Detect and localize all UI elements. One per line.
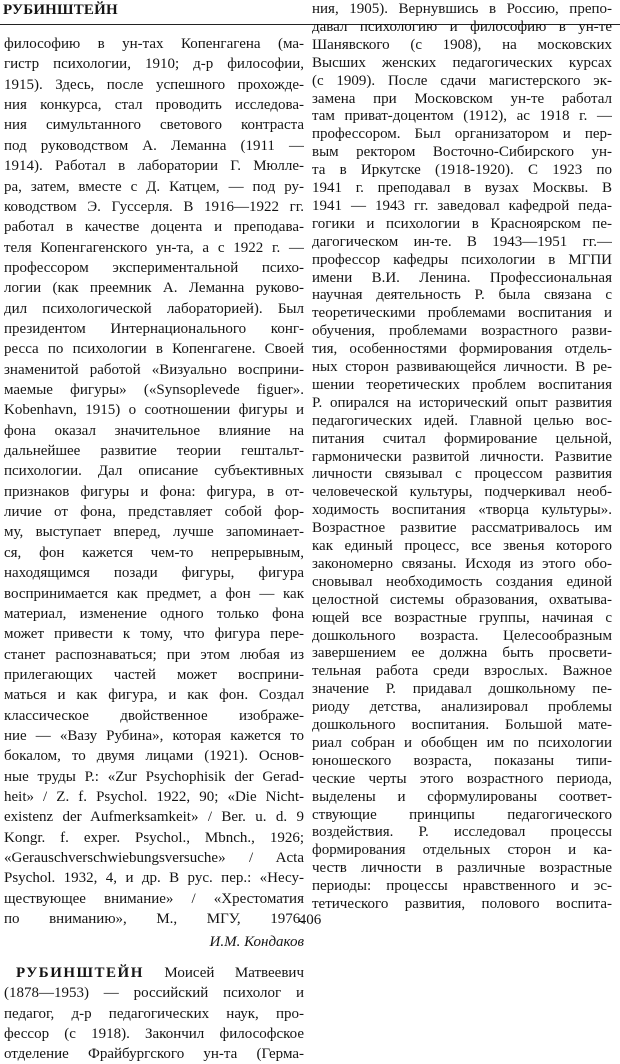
text-line: Kongr. f. exper. Psychol., Mbnch., 1926; [4,829,304,846]
text-line: психологии. Дал описание субъективных [4,463,304,480]
text-line: находящимся позади фигуры, фигура [4,565,304,582]
text-line: та в Иркутске (1918-1920). С 1923 по [312,162,612,179]
text-line: (1878—1953) — российский психолог и [4,985,304,1002]
text-line: формирования отдельных сторон и ка- [312,842,612,859]
text-line: риоду детства, анализировал проблемы [312,699,612,716]
text-line: ресса по психологии в Копенгагене. Своей [4,341,304,358]
text-line: ных сторон развивающейся личности. В ре- [312,359,612,375]
text-line: дагогическом ин-те. В 1943—1951 гг.— [312,233,612,250]
text-line: воспринимается как предмет, а фон — как [4,585,304,602]
text-line: питания считал формирование цельной, [312,430,612,447]
text-line: воздействия. Р. исследовал процессы [312,824,612,841]
text-line: тия, особенностями формирования отдель- [312,341,612,358]
text-line: дошкольного воспитания. Большой мате- [312,717,612,733]
text-line: как единый процесс, все звенья которого [312,538,612,554]
text-line: фона оказал значительное влияние на [4,422,304,439]
text-line: станет распознаваться; при этом любая из [4,646,304,663]
text-line: ющей все возрастные группы, начиная с [312,609,612,626]
text-line: ходимость воспитания «творца культуры». [312,502,612,519]
text-line: педагог, д-р педагогических наук, про- [4,1005,304,1022]
text-line: педагогических идей. Главной целью вос- [312,412,612,429]
page-number: 406 [298,912,322,928]
text-line: гистр психологии, 1910; д-р философии, [4,56,304,73]
text-line: личие от фона, представляет собой фор- [4,504,304,521]
text-line: юношеского возраста, показаны типи- [312,752,612,769]
text-line: логии (как преемник А. Леманна руково- [4,280,304,297]
text-line: знаменитой работой «Визуально восприни- [4,361,304,378]
text-line: имени В.И. Ленина. Профессиональная [312,269,612,286]
text-line: классическое двойственное изображе- [4,707,304,724]
text-line: вым ректором Восточно-Сибирского ун- [312,144,612,161]
text-line: человеческой культуры, подчеркивал необ- [312,484,612,501]
text-line: гогики и психологии в Красноярском пе- [312,215,612,232]
text-line: 1914). Работал в лаборатории Г. Мюлле- [4,158,304,175]
text-line: ные труды Р.: «Zur Psychophisik der Gerad- [4,768,304,785]
text-line: ся, фон кажется чем-то непрерывным, [4,544,304,561]
text-line: тетического развития, полового воспита- [312,896,612,912]
text-line: 1941 — 1943 гг. заведовал кафедрой педа- [312,197,612,214]
text-line: ществующее внимание» / «Хрестоматия [4,890,304,907]
text-line: под руководством А. Леманна (1911 — [4,137,304,154]
text-line: ние — «Вазу Рубина», которая кажется то [4,727,304,744]
text-line: замена при Московском ун-те работал [312,90,612,107]
text-line: маемые фигуры» («Synsoplevede figuer». [4,382,304,398]
text-line: обучения, проблемами возрастного разви- [312,323,612,340]
author-signature: И.М. Кондаков [209,934,304,951]
text-line: отделение Фрайбургского ун-та (Герма- [4,1046,304,1063]
text-line: (с 1909). После сдачи магистерского эк- [312,72,612,89]
text-line: ния, 1905). Вернувшись в Россию, препо- [312,1,612,17]
text-line: existenz der Aufmerksamkeit» / Ber. u. d. 9 [4,809,304,826]
text-line: теля Копенгагенского ун-та, а с 1922 г. — [4,239,304,256]
text-line: признаков фигуры и фона: фигура, в от- [4,483,304,500]
text-line: риал собран и обобщен им по психологии [312,734,612,751]
text-line: периоды: процессы нравственного и эс- [312,878,612,895]
text-line: завершением ее должна быть просвети- [312,645,612,662]
text-line: профессор кафедры психологии в МГПИ [312,251,612,268]
text-line: ра, затем, вместе с Д. Катцем, — под ру- [4,178,304,195]
text-line: личности связывал с процессом развития [312,466,612,483]
text-line: ководством Э. Гуссерля. В 1916—1922 гг. [4,198,304,215]
text-line: профессором. Был организатором и пер- [312,126,612,143]
text-line: дальнейшее развитие теории гештальт- [4,443,304,459]
text-line: теоретическими проблемами воспитания и [312,305,612,322]
text-line: честв личности в различные возрастные [312,860,612,877]
text-line: 1941 г. преподавал в вузах Москвы. В [312,180,612,196]
text-line: heit» / Z. f. Psychol. 1922, 90; «Die Nicht- [4,789,304,805]
text-line: ческие черты этого возрастного периода, [312,770,612,787]
text-line: по вниманию», М., МГУ, 1976. [4,911,304,928]
text-line: работал в качестве доцента и преподава- [4,219,304,236]
text-line: Kobenhavn, 1915) о соотношении фигуры и [4,402,304,419]
text-line: там приват-доцентом (1912), ас 1918 г. — [312,108,612,125]
text-line: президентом Интернационального конг- [4,320,304,337]
text-line: материал, изменение одного только фона [4,605,304,622]
text-line: шении теоретических проблем воспитания [312,376,612,393]
text-line: прилегающих частей может восприни- [4,666,304,683]
text-line: профессором экспериментальной психо- [4,259,304,276]
text-line: ствующие принципы педагогического [312,806,612,823]
text-line: давал психологию и философию в ун-те [312,18,612,35]
text-line: Р. опирался на исторический опыт развития [312,394,612,411]
entry-heading-line [4,963,304,983]
text-line: маться и как фигура, и как фон. Создал [4,687,304,704]
text-line: му, выступает вперед, лучше запоминает- [4,524,304,541]
text-line: 1915). Здесь, после успешного прохожде- [4,76,304,93]
text-line: дил психологической лабораторией). Был [4,300,304,317]
text-line: философию в ун-тах Копенгагена (ма- [4,36,304,52]
text-line: закономерно связаны. Исходя из этого обо- [312,555,612,572]
text-line: научная деятельность Р. была связана с [312,287,612,304]
text-line: дошкольного возраста. Целесообразным [312,627,612,644]
text-line: тельная работа среди взрослых. Важное [312,663,612,680]
text-line: Высших женских педагогических курсах [312,54,612,71]
running-header: РУБИНШТЕЙН [3,2,118,18]
text-line: выделены и сформулированы соответ- [312,788,612,805]
text-line: Шанявского (с 1908), на московских [312,36,612,53]
text-line: ния конкурса, стал проводить исследова- [4,97,304,114]
entry-name: РУБИНШТЕЙН [16,964,144,981]
text-line: целостной системы образования, охватыва- [312,591,612,608]
text-line: сновывал необходимость создания единой [312,573,612,590]
entry-person-name: Моисей Матвеевич [143,964,304,981]
text-line: Возрастное развитие рассматривалось им [312,520,612,537]
text-line: «Gerauschverschwiebungsversuche» / Acta [4,850,304,866]
text-line: гармонически развитой личности. Развитие [312,448,612,465]
text-line: бокалом, то двумя лицами (1921). Основ- [4,748,304,765]
text-line: значение Р. придавал дошкольному пе- [312,681,612,698]
text-line: может привести к тому, что фигура пере- [4,626,304,643]
text-line: Psychol. 1932, 4, и др. В рус. пер.: «Несу- [4,870,304,887]
text-line: фессор (с 1918). Закончил философское [4,1025,304,1042]
text-line: ния симультанного светового контраста [4,117,304,134]
